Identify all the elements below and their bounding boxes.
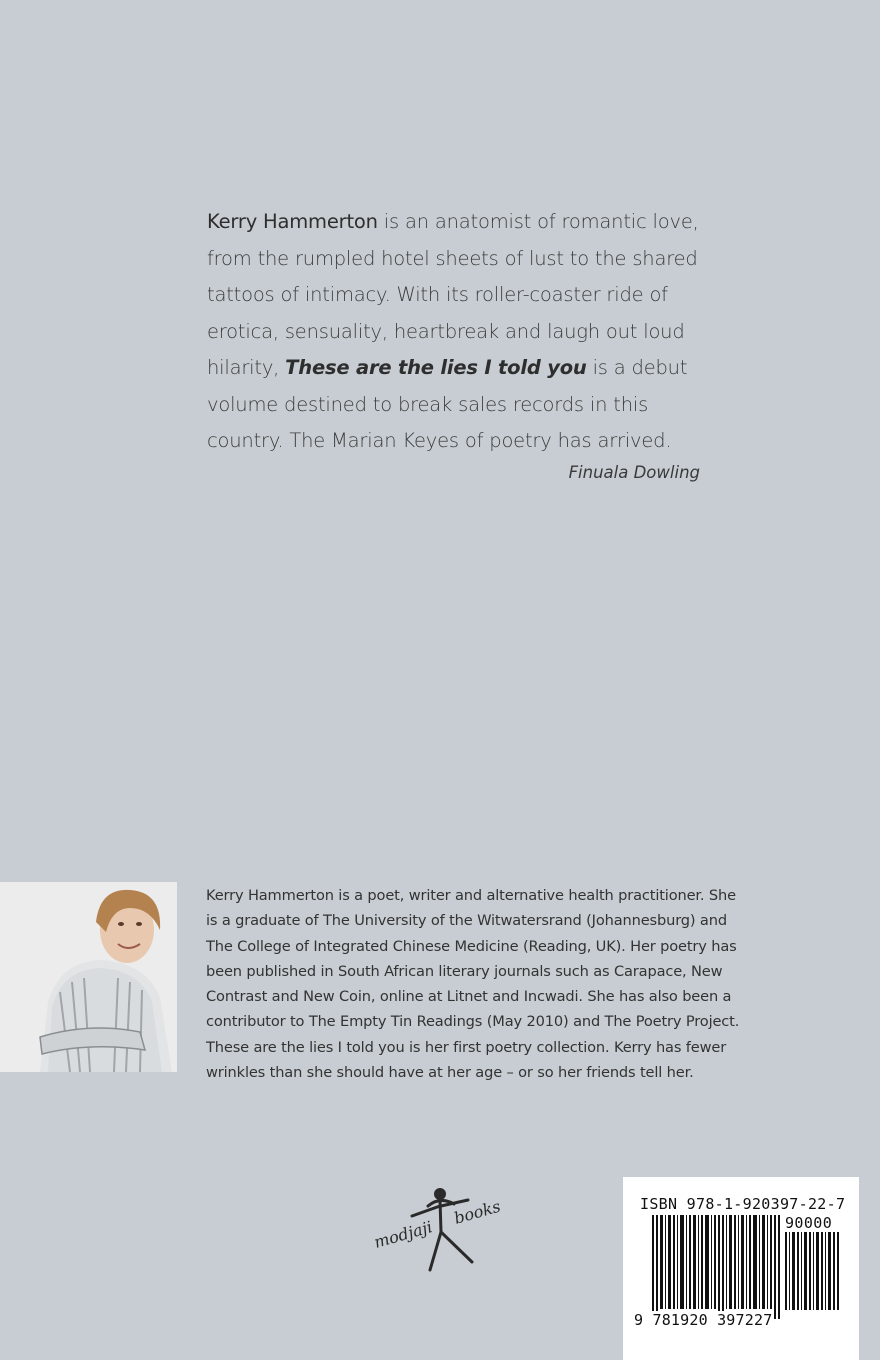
logo-text-left: modjaji (372, 1217, 435, 1252)
blurb-attribution: Finuala Dowling (568, 463, 700, 482)
back-cover-blurb (207, 204, 727, 460)
barcode-bars (623, 1177, 859, 1360)
isbn-barcode (623, 1177, 859, 1360)
blurb-book-title: These are the lies I told you (285, 356, 587, 379)
barcode-digits: 9 781920 397227 (634, 1311, 773, 1329)
author-bio: Kerry Hammerton is a poet, writer and alternative health practitioner. She is a graduate of The University of the Witwatersrand (Johannesburg) and The College of Integrated Chinese Medicine (Reading, UK). Her poetry has been published in South African literary journals such as Carapace, New Contrast and New Coin, online at Litnet and Incwadi. She has also been a contributor to The Empty Tin Readings (May 2010) and The Poetry Project. These are the lies I told you is her first poetry collection. Kerry has fewer wrinkles than she should have at her age – or so her friends tell her. (206, 887, 740, 1082)
blurb-text-part1: is an anatomist of romantic love, from the rumpled hotel sheets of lust to the shared tattoos of intimacy. With its roller-coaster ride of erotica, sensuality, heartbreak and laugh out loud hilarity, (207, 210, 699, 379)
publisher-logo (372, 1182, 502, 1277)
blurb-author-name: Kerry Hammerton (207, 210, 378, 233)
isbn-number: ISBN 978-1-920397-22-7 (640, 1195, 846, 1213)
logo-text-right: books (451, 1196, 502, 1228)
blurb-text-part2: is a debut volume destined to break sales records in this country. The Marian Keyes of poetry has arrived. (207, 356, 688, 452)
price-addon-digits: 90000 (785, 1214, 833, 1232)
author-photo (0, 882, 177, 1072)
